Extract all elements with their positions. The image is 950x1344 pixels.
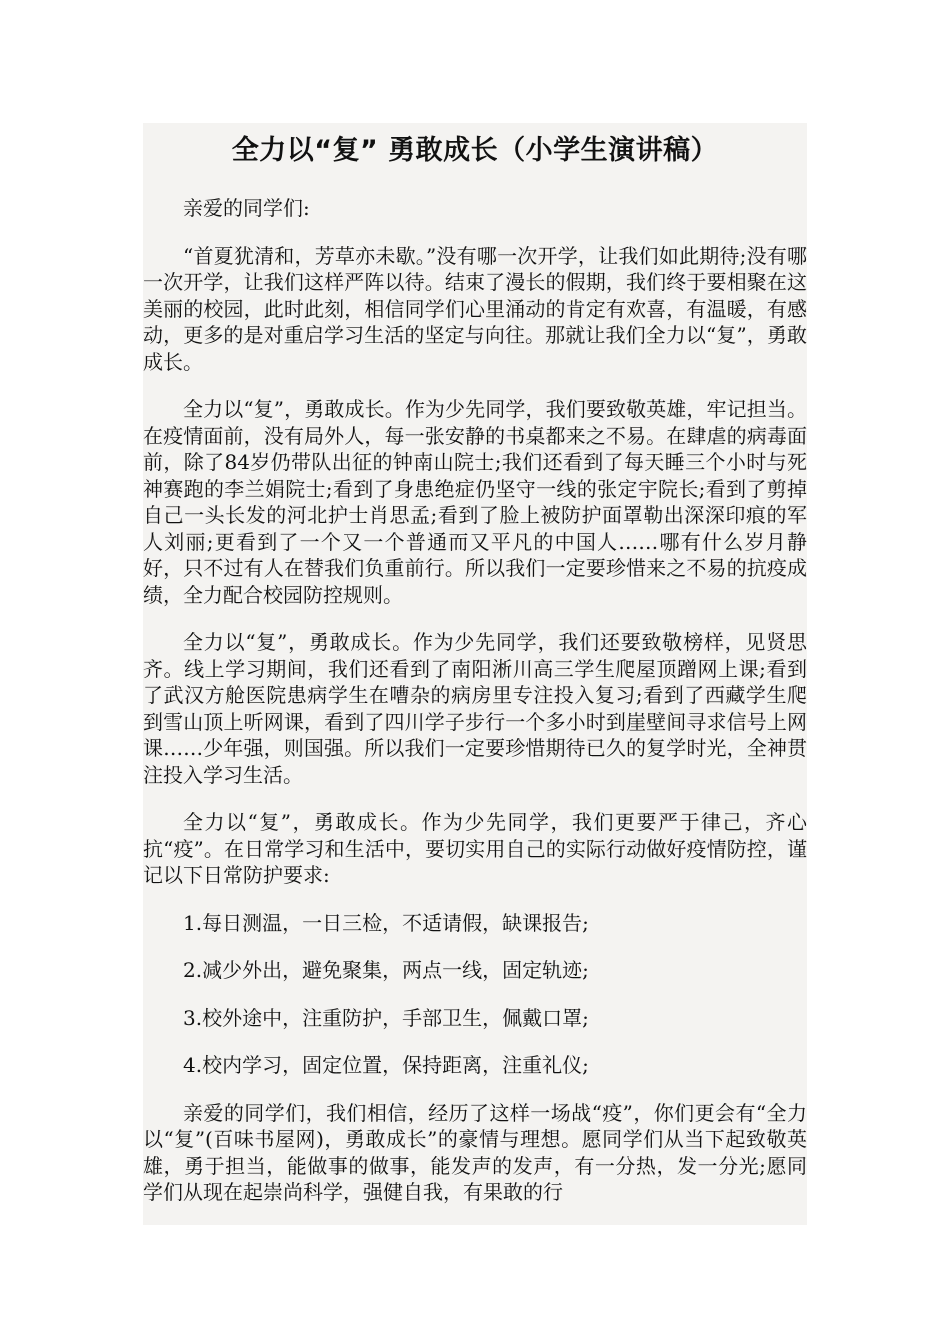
rule-item-1: 1.每日测温，一日三检，不适请假，缺课报告; bbox=[183, 910, 589, 935]
self-discipline-paragraph: 全力以“复”，勇敢成长。作为少先同学，我们更要严于律己，齐心抗“疫”。在日常学习和生活中，要切实用自己的实际行动做好疫情防控，谨记以下日常防护要求: bbox=[143, 810, 807, 887]
document-body bbox=[143, 195, 807, 1206]
rule-item-2: 2.减少外出，避免聚集，两点一线，固定轨迹; bbox=[183, 958, 589, 982]
document-title: 全力以“复” 勇敢成长（小学生演讲稿） bbox=[231, 135, 719, 166]
document-page bbox=[143, 123, 807, 1225]
rule-item-3: 3.校外途中，注重防护，手部卫生，佩戴口罩; bbox=[183, 1005, 589, 1030]
role-models-paragraph: 全力以“复”，勇敢成长。作为少先同学，我们还要致敬榜样，见贤思齐。线上学习期间，我们还看到了南阳淅川高三学生爬屋顶蹭网上课;看到了武汉方舱医院患病学生在嘈杂的病房里专注投入复习;看到了西藏学生爬到雪山顶上听网课，看到了四川学子步行一个多小时到崖壁间寻求信号上网课……少年强，则国强。所以我们一定要珍惜期待已久的复学时光，全神贯注投入学习生活。 bbox=[143, 630, 807, 787]
rule-item-4: 4.校内学习，固定位置，保持距离，注重礼仪; bbox=[183, 1053, 589, 1077]
greeting-paragraph: 亲爱的同学们: bbox=[183, 196, 310, 220]
closing-paragraph: 亲爱的同学们，我们相信，经历了这样一场战“疫”，你们更会有“全力以“复”(百味书屋网)，勇敢成长”的豪情与理想。愿同学们从当下起致敬英雄，勇于担当，能做事的做事，能发声的发声，有一分热，发一分光;愿同学们从现在起崇尚科学，强健自我，有果敢的行 bbox=[143, 1100, 807, 1204]
heroes-paragraph: 全力以“复”，勇敢成长。作为少先同学，我们要致敬英雄，牢记担当。在疫情面前，没有局外人，每一张安静的书桌都来之不易。在肆虐的病毒面前，除了84岁仍带队出征的钟南山院士;我们还看到了每天睡三个小时与死神赛跑的李兰娟院士;看到了身患绝症仍坚守一线的张定宇院长;看到了剪掉自己一头长发的河北护士肖思孟;看到了脸上被防护面罩勒出深深印痕的军人刘丽;更看到了一个又一个普通而又平凡的中国人……哪有什么岁月静好，只不过有人在替我们负重前行。所以我们一定要珍惜来之不易的抗疫成绩，全力配合校园防控规则。 bbox=[143, 397, 807, 607]
intro-paragraph: “首夏犹清和，芳草亦未歇。”没有哪一次开学，让我们如此期待;没有哪一次开学，让我们这样严阵以待。结束了漫长的假期，我们终于要相聚在这美丽的校园，此时此刻，相信同学们心里涌动的肯定有欢喜，有温暖，有感动，更多的是对重启学习生活的坚定与向往。那就让我们全力以“复”，勇敢成长。 bbox=[143, 243, 807, 374]
